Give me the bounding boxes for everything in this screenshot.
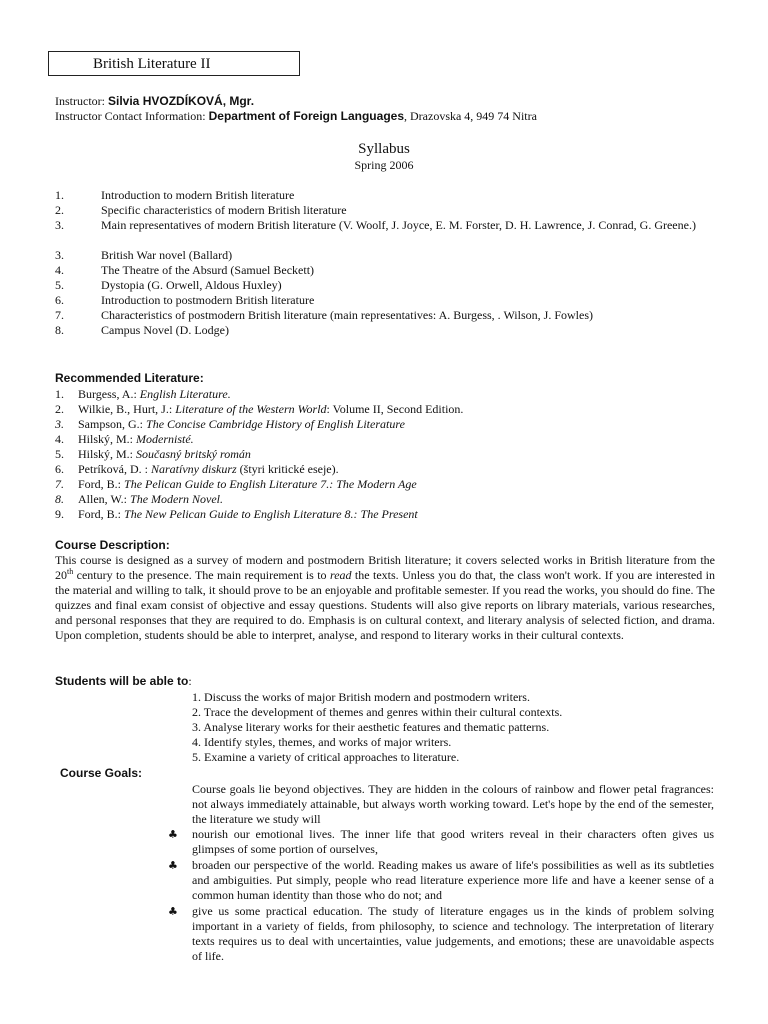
title-box: [48, 51, 300, 76]
objective-item: 3. Analyse literary works for their aesthetic features and thematic patterns.: [192, 720, 550, 734]
objective-item: 2. Trace the development of themes and genres within their cultural contexts.: [192, 705, 563, 719]
objectives-heading: Students will be able to:: [55, 674, 192, 688]
instructor-line: [55, 94, 254, 109]
syllabus-term: Spring 2006: [354, 158, 414, 172]
course-description-text: This course is designed as a survey of modern and postmodern British literature; it covers selected works in British literature from the 20th century to the presence. The main requirement is to read the texts. Unless you do that, the class won't work. If you are interested in the material and willing to talk, it should prove to be an enjoyable and profitable semester. If you read the works, you should do fine. The quizzes and final exam consist of objective and essay questions. Students will also give reports on library materials, various researches, and personal responses that they are required to do. Emphasis is on cultural context, and literary analysis of selected fiction, and drama. Upon completion, students should be able to interpret, analyse, and respond to literary works in their cultural contexts.: [55, 553, 715, 642]
department: Department of Foreign Languages: [208, 109, 404, 123]
objective-item: 1. Discuss the works of major British modern and postmodern writers.: [192, 690, 530, 704]
instructor-name: Silvia HVOZDÍKOVÁ, Mgr.: [108, 94, 255, 108]
instructor-label: Instructor:: [55, 94, 108, 108]
course-description-heading: Course Description:: [55, 538, 170, 552]
recommended-heading: Recommended Literature:: [55, 371, 204, 385]
address: , Drazovska 4, 949 74 Nitra: [404, 109, 537, 123]
contact-label: Instructor Contact Information:: [55, 109, 209, 123]
club-bullet-icon: ♣: [168, 859, 178, 872]
contact-line: [55, 109, 537, 124]
objective-item: 4. Identify styles, themes, and works of major writers.: [192, 735, 452, 749]
course-goals-heading: Course Goals:: [60, 766, 143, 780]
syllabus-heading: Syllabus: [358, 141, 410, 157]
objective-item: 5. Examine a variety of critical approaches to literature.: [192, 750, 460, 764]
course-title: British Literature II: [93, 56, 211, 72]
club-bullet-icon: ♣: [168, 828, 178, 841]
club-bullet-icon: ♣: [168, 905, 178, 918]
course-goals-intro: Course goals lie beyond objectives. They are hidden in the colours of rainbow and flower petal fragrances: not always immediately attainable, but always worth working toward. Let's hope by the end of the semester, the literature we study will: [192, 782, 714, 826]
